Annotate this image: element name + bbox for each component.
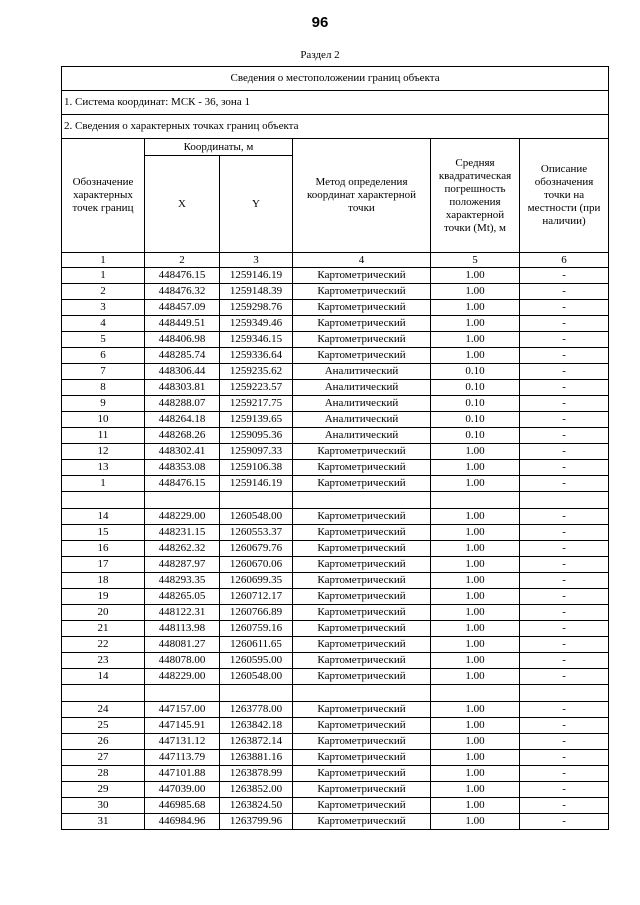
empty-cell [293, 685, 431, 702]
table-row [62, 718, 609, 734]
point-number: 12 [62, 444, 145, 460]
empty-cell [220, 685, 293, 702]
coord-x: 447157.00 [145, 702, 220, 718]
description: - [520, 637, 609, 653]
point-number: 31 [62, 814, 145, 830]
point-number: 24 [62, 702, 145, 718]
description: - [520, 476, 609, 492]
table-row [62, 814, 609, 830]
method: Картометрический [293, 653, 431, 669]
coord-y: 1259106.38 [220, 460, 293, 476]
method: Картометрический [293, 525, 431, 541]
table-row [62, 268, 609, 284]
description: - [520, 380, 609, 396]
header-row-1 [62, 139, 609, 156]
description: - [520, 444, 609, 460]
point-number: 4 [62, 316, 145, 332]
point-number: 9 [62, 396, 145, 412]
coord-y: 1259146.19 [220, 476, 293, 492]
coord-y: 1259146.19 [220, 268, 293, 284]
coord-y: 1263799.96 [220, 814, 293, 830]
description: - [520, 332, 609, 348]
point-number: 25 [62, 718, 145, 734]
error-value: 1.00 [431, 348, 520, 364]
coord-x: 448293.35 [145, 573, 220, 589]
page-number: 96 [311, 14, 329, 31]
header-method: Метод определения координат характерной точки [293, 139, 431, 253]
coord-x: 448302.41 [145, 444, 220, 460]
section-label: Раздел 2 [300, 49, 340, 61]
coord-x: 448081.27 [145, 637, 220, 653]
coord-y: 1260670.06 [220, 557, 293, 573]
method: Картометрический [293, 444, 431, 460]
description: - [520, 268, 609, 284]
error-value: 1.00 [431, 300, 520, 316]
table-row [62, 380, 609, 396]
description: - [520, 766, 609, 782]
table-row [62, 332, 609, 348]
error-value: 1.00 [431, 476, 520, 492]
column-number: 3 [220, 253, 293, 268]
description: - [520, 541, 609, 557]
description: - [520, 525, 609, 541]
point-number: 11 [62, 428, 145, 444]
method: Картометрический [293, 573, 431, 589]
description: - [520, 364, 609, 380]
point-number: 3 [62, 300, 145, 316]
error-value: 1.00 [431, 669, 520, 685]
empty-cell [520, 492, 609, 509]
empty-cell [431, 685, 520, 702]
point-number: 2 [62, 284, 145, 300]
table-title-row [62, 67, 609, 91]
point-number: 1 [62, 268, 145, 284]
coord-y: 1259235.62 [220, 364, 293, 380]
table-row [62, 284, 609, 300]
method: Картометрический [293, 509, 431, 525]
method: Картометрический [293, 557, 431, 573]
empty-cell [520, 685, 609, 702]
error-value: 1.00 [431, 444, 520, 460]
coord-y: 1260699.35 [220, 573, 293, 589]
coord-x: 448476.15 [145, 476, 220, 492]
coord-y: 1260595.00 [220, 653, 293, 669]
method: Картометрический [293, 284, 431, 300]
error-value: 1.00 [431, 766, 520, 782]
method: Картометрический [293, 798, 431, 814]
error-value: 1.00 [431, 605, 520, 621]
coord-x: 448078.00 [145, 653, 220, 669]
coord-y: 1263881.16 [220, 750, 293, 766]
coord-x: 447131.12 [145, 734, 220, 750]
description: - [520, 557, 609, 573]
description: - [520, 589, 609, 605]
error-value: 0.10 [431, 428, 520, 444]
coord-y: 1259223.57 [220, 380, 293, 396]
error-value: 1.00 [431, 332, 520, 348]
description: - [520, 621, 609, 637]
column-number: 6 [520, 253, 609, 268]
method: Картометрический [293, 316, 431, 332]
method: Аналитический [293, 380, 431, 396]
coord-x: 448457.09 [145, 300, 220, 316]
error-value: 1.00 [431, 653, 520, 669]
table-row [62, 396, 609, 412]
method: Картометрический [293, 669, 431, 685]
description: - [520, 428, 609, 444]
coord-x: 448449.51 [145, 316, 220, 332]
coord-x: 447039.00 [145, 782, 220, 798]
error-value: 0.10 [431, 396, 520, 412]
coord-y: 1263852.00 [220, 782, 293, 798]
coord-x: 448476.15 [145, 268, 220, 284]
coord-y: 1263872.14 [220, 734, 293, 750]
description: - [520, 702, 609, 718]
coord-y: 1260759.16 [220, 621, 293, 637]
coord-x: 448264.18 [145, 412, 220, 428]
table-row [62, 428, 609, 444]
header-y: Y [220, 156, 293, 253]
table-row [62, 589, 609, 605]
error-value: 1.00 [431, 509, 520, 525]
coord-x: 448353.08 [145, 460, 220, 476]
error-value: 0.10 [431, 380, 520, 396]
method: Картометрический [293, 589, 431, 605]
table-row [62, 621, 609, 637]
header-description: Описание обозначения точки на местности (при наличии) [520, 139, 609, 253]
method: Картометрический [293, 766, 431, 782]
coord-y: 1260553.37 [220, 525, 293, 541]
method: Картометрический [293, 702, 431, 718]
point-number: 1 [62, 476, 145, 492]
coord-y: 1260548.00 [220, 509, 293, 525]
coord-x: 447101.88 [145, 766, 220, 782]
error-value: 1.00 [431, 637, 520, 653]
coord-x: 448229.00 [145, 669, 220, 685]
point-number: 5 [62, 332, 145, 348]
table-row [62, 782, 609, 798]
group-separator-row [62, 685, 609, 702]
point-number: 16 [62, 541, 145, 557]
point-number: 21 [62, 621, 145, 637]
error-value: 1.00 [431, 718, 520, 734]
table-row [62, 364, 609, 380]
error-value: 1.00 [431, 557, 520, 573]
coord-y: 1259349.46 [220, 316, 293, 332]
error-value: 1.00 [431, 284, 520, 300]
method: Картометрический [293, 605, 431, 621]
table-row [62, 476, 609, 492]
table-row [62, 750, 609, 766]
coord-y: 1260679.76 [220, 541, 293, 557]
coord-x: 447145.91 [145, 718, 220, 734]
coord-x: 448476.32 [145, 284, 220, 300]
table-row [62, 798, 609, 814]
table-row [62, 653, 609, 669]
empty-cell [293, 492, 431, 509]
method: Картометрический [293, 460, 431, 476]
method: Картометрический [293, 476, 431, 492]
error-value: 1.00 [431, 460, 520, 476]
coord-y: 1259097.33 [220, 444, 293, 460]
coord-x: 448287.97 [145, 557, 220, 573]
coord-y: 1259148.39 [220, 284, 293, 300]
coord-system-row [62, 91, 609, 115]
point-number: 18 [62, 573, 145, 589]
coord-y: 1260712.17 [220, 589, 293, 605]
method: Картометрический [293, 782, 431, 798]
point-number: 15 [62, 525, 145, 541]
coord-x: 446984.96 [145, 814, 220, 830]
coord-y: 1259346.15 [220, 332, 293, 348]
description: - [520, 653, 609, 669]
coord-y: 1263778.00 [220, 702, 293, 718]
error-value: 1.00 [431, 798, 520, 814]
table-row [62, 734, 609, 750]
coord-y: 1259095.36 [220, 428, 293, 444]
column-number: 4 [293, 253, 431, 268]
table-row [62, 541, 609, 557]
error-value: 1.00 [431, 621, 520, 637]
description: - [520, 573, 609, 589]
method: Картометрический [293, 621, 431, 637]
coord-x: 446985.68 [145, 798, 220, 814]
table-row [62, 444, 609, 460]
point-number: 17 [62, 557, 145, 573]
point-number: 8 [62, 380, 145, 396]
coord-y: 1263842.18 [220, 718, 293, 734]
method: Картометрический [293, 814, 431, 830]
table-row [62, 573, 609, 589]
coord-x: 448288.07 [145, 396, 220, 412]
description: - [520, 300, 609, 316]
description: - [520, 348, 609, 364]
table-row [62, 460, 609, 476]
coord-x: 448229.00 [145, 509, 220, 525]
coord-y: 1260611.65 [220, 637, 293, 653]
coord-x: 447113.79 [145, 750, 220, 766]
empty-cell [145, 685, 220, 702]
point-number: 19 [62, 589, 145, 605]
method: Аналитический [293, 412, 431, 428]
error-value: 1.00 [431, 814, 520, 830]
point-number: 14 [62, 669, 145, 685]
coord-y: 1260766.89 [220, 605, 293, 621]
description: - [520, 284, 609, 300]
point-number: 20 [62, 605, 145, 621]
header-point: Обозначение характерных точек границ [62, 139, 145, 253]
coord-x: 448262.32 [145, 541, 220, 557]
method: Картометрический [293, 750, 431, 766]
empty-cell [220, 492, 293, 509]
table-row [62, 509, 609, 525]
description: - [520, 509, 609, 525]
table-row [62, 348, 609, 364]
coord-y: 1263878.99 [220, 766, 293, 782]
boundary-points-table [61, 66, 609, 830]
description: - [520, 734, 609, 750]
coord-y: 1259336.64 [220, 348, 293, 364]
description: - [520, 798, 609, 814]
method: Картометрический [293, 268, 431, 284]
error-value: 1.00 [431, 750, 520, 766]
coord-y: 1260548.00 [220, 669, 293, 685]
point-number: 26 [62, 734, 145, 750]
description: - [520, 605, 609, 621]
point-number: 10 [62, 412, 145, 428]
error-value: 0.10 [431, 364, 520, 380]
description: - [520, 396, 609, 412]
coord-x: 448265.05 [145, 589, 220, 605]
method: Аналитический [293, 396, 431, 412]
method: Картометрический [293, 637, 431, 653]
description: - [520, 750, 609, 766]
table-row [62, 316, 609, 332]
coord-x: 448285.74 [145, 348, 220, 364]
description: - [520, 718, 609, 734]
method: Аналитический [293, 364, 431, 380]
table-title: Сведения о местоположении границ объекта [62, 67, 609, 91]
coord-y: 1259217.75 [220, 396, 293, 412]
coord-x: 448303.81 [145, 380, 220, 396]
error-value: 1.00 [431, 782, 520, 798]
empty-cell [62, 492, 145, 509]
point-number: 14 [62, 509, 145, 525]
point-number: 7 [62, 364, 145, 380]
point-number: 22 [62, 637, 145, 653]
table-row [62, 300, 609, 316]
error-value: 1.00 [431, 541, 520, 557]
group-separator-row [62, 492, 609, 509]
description: - [520, 460, 609, 476]
header-error: Средняя квадратическая погрешность положения характерной точки (Mt), м [431, 139, 520, 253]
coord-x: 448231.15 [145, 525, 220, 541]
column-numbers-row [62, 253, 609, 268]
header-coords: Координаты, м [145, 139, 293, 156]
table-row [62, 637, 609, 653]
method: Картометрический [293, 541, 431, 557]
point-number: 27 [62, 750, 145, 766]
coord-x: 448122.31 [145, 605, 220, 621]
points-heading-row [62, 115, 609, 139]
method: Картометрический [293, 348, 431, 364]
table-row [62, 412, 609, 428]
error-value: 1.00 [431, 573, 520, 589]
empty-cell [145, 492, 220, 509]
coord-x: 448113.98 [145, 621, 220, 637]
method: Аналитический [293, 428, 431, 444]
error-value: 0.10 [431, 412, 520, 428]
error-value: 1.00 [431, 702, 520, 718]
error-value: 1.00 [431, 734, 520, 750]
description: - [520, 669, 609, 685]
point-number: 28 [62, 766, 145, 782]
empty-cell [62, 685, 145, 702]
coord-y: 1259139.65 [220, 412, 293, 428]
coord-x: 448406.98 [145, 332, 220, 348]
coord-system: 1. Система координат: МСК - 36, зона 1 [62, 91, 609, 115]
table-row [62, 525, 609, 541]
coord-y: 1259298.76 [220, 300, 293, 316]
error-value: 1.00 [431, 268, 520, 284]
error-value: 1.00 [431, 525, 520, 541]
table-row [62, 557, 609, 573]
table-row [62, 702, 609, 718]
empty-cell [431, 492, 520, 509]
table-body [62, 67, 609, 830]
points-heading: 2. Сведения о характерных точках границ объекта [62, 115, 609, 139]
description: - [520, 412, 609, 428]
error-value: 1.00 [431, 589, 520, 605]
column-number: 1 [62, 253, 145, 268]
error-value: 1.00 [431, 316, 520, 332]
method: Картометрический [293, 734, 431, 750]
point-number: 13 [62, 460, 145, 476]
method: Картометрический [293, 300, 431, 316]
method: Картометрический [293, 332, 431, 348]
point-number: 6 [62, 348, 145, 364]
header-x: X [145, 156, 220, 253]
coord-x: 448268.26 [145, 428, 220, 444]
point-number: 29 [62, 782, 145, 798]
method: Картометрический [293, 718, 431, 734]
description: - [520, 316, 609, 332]
table-row [62, 669, 609, 685]
point-number: 23 [62, 653, 145, 669]
column-number: 5 [431, 253, 520, 268]
table-row [62, 605, 609, 621]
point-number: 30 [62, 798, 145, 814]
description: - [520, 814, 609, 830]
table-row [62, 766, 609, 782]
column-number: 2 [145, 253, 220, 268]
coord-x: 448306.44 [145, 364, 220, 380]
coord-y: 1263824.50 [220, 798, 293, 814]
description: - [520, 782, 609, 798]
